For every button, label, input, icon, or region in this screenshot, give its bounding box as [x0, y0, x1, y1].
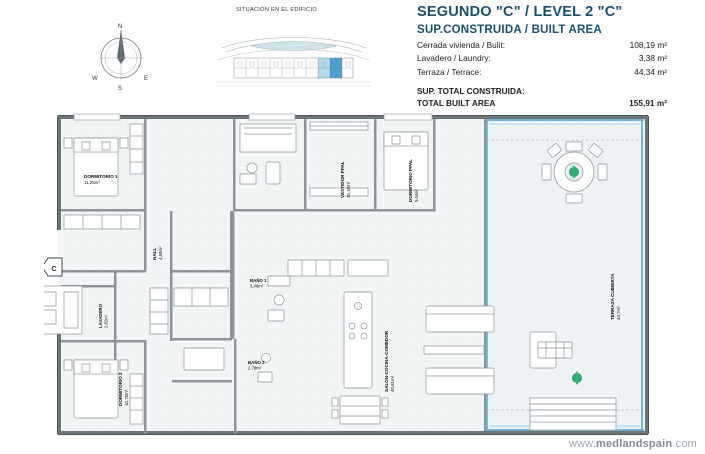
legend-row-value: 108,19 m² [629, 39, 667, 50]
room-label-salon-cocina-comedor: SALON-COCINA-COMEDOR [384, 330, 389, 392]
svg-text:9,346²: 9,346² [414, 189, 419, 202]
room-label-lavadero: LAVADERO [98, 304, 103, 328]
total-built-area-block [417, 86, 667, 108]
room-label-hall: HALL [152, 247, 157, 260]
svg-text:11,25m²: 11,25m² [84, 180, 100, 185]
room-label-bano-1: BAÑO 1 [250, 278, 267, 283]
watermark-brand: medlandspain [595, 438, 673, 450]
legend-row-label: Cerrada vivienda / Bulit: [417, 39, 506, 50]
situation-title: SITUACIÓN EN EL EDIFICIO [236, 7, 317, 13]
floorplan-drawing [44, 110, 662, 442]
legend-row-value: 44,34 m² [634, 66, 667, 77]
svg-text:3,46m²: 3,46m² [250, 283, 264, 289]
svg-text:E: E [143, 76, 149, 82]
room-label-vestidor-ppal: VESTIDOR PPAL [340, 161, 345, 198]
svg-text:2,78m²: 2,78m² [248, 365, 262, 371]
legend-row [417, 40, 667, 50]
legend-panel [417, 4, 667, 108]
watermark-suffix: .com [672, 438, 697, 450]
total-label-en: TOTAL BUILT AREA [417, 97, 496, 108]
svg-text:10,16m²: 10,16m² [346, 181, 351, 198]
legend-row-label: Lavadero / Laundry: [417, 53, 491, 63]
built-area-subtitle: SUP.CONSTRUIDA / BUILT AREA [417, 24, 602, 36]
legend-row [417, 67, 667, 77]
room-label-dormitorio-2: DORMITORIO 2 [118, 372, 123, 406]
svg-text:W: W [92, 76, 98, 82]
legend-row [417, 53, 667, 63]
svg-text:S: S [117, 86, 123, 92]
entry-marker [44, 258, 62, 276]
room-label-terraza-cubierta: TERRAZA CUBIERTA [610, 273, 615, 320]
page-title: SEGUNDO "C" / LEVEL 2 "C" [417, 4, 623, 20]
situation-diagram [216, 16, 371, 92]
legend-row-label: Terraza / Terrace: [417, 66, 482, 77]
svg-text:2,82m²: 2,82m² [103, 314, 109, 328]
total-value: 155,91 m² [629, 97, 667, 108]
room-label-dormitorio-1: DORMITORIO 1 [84, 174, 118, 179]
legend-row-value: 3,38 m² [638, 53, 667, 63]
svg-text:10,75m²: 10,75m² [124, 389, 129, 406]
svg-text:C: C [51, 266, 57, 273]
watermark-prefix: www. [568, 438, 596, 450]
svg-text:40,81m²: 40,81m² [390, 375, 395, 392]
total-label-es: SUP. TOTAL CONSTRUIDA: [417, 85, 525, 96]
svg-text:N: N [117, 24, 123, 30]
svg-text:4,68m²: 4,68m² [158, 246, 163, 260]
room-label-bano-2: BAÑO 2 [248, 360, 265, 365]
svg-text:43,7m²: 43,7m² [616, 306, 621, 320]
room-label-dormitorio-ppal: DORMITORIO PPAL [408, 159, 413, 202]
watermark [569, 438, 697, 450]
compass-rose [85, 18, 157, 92]
